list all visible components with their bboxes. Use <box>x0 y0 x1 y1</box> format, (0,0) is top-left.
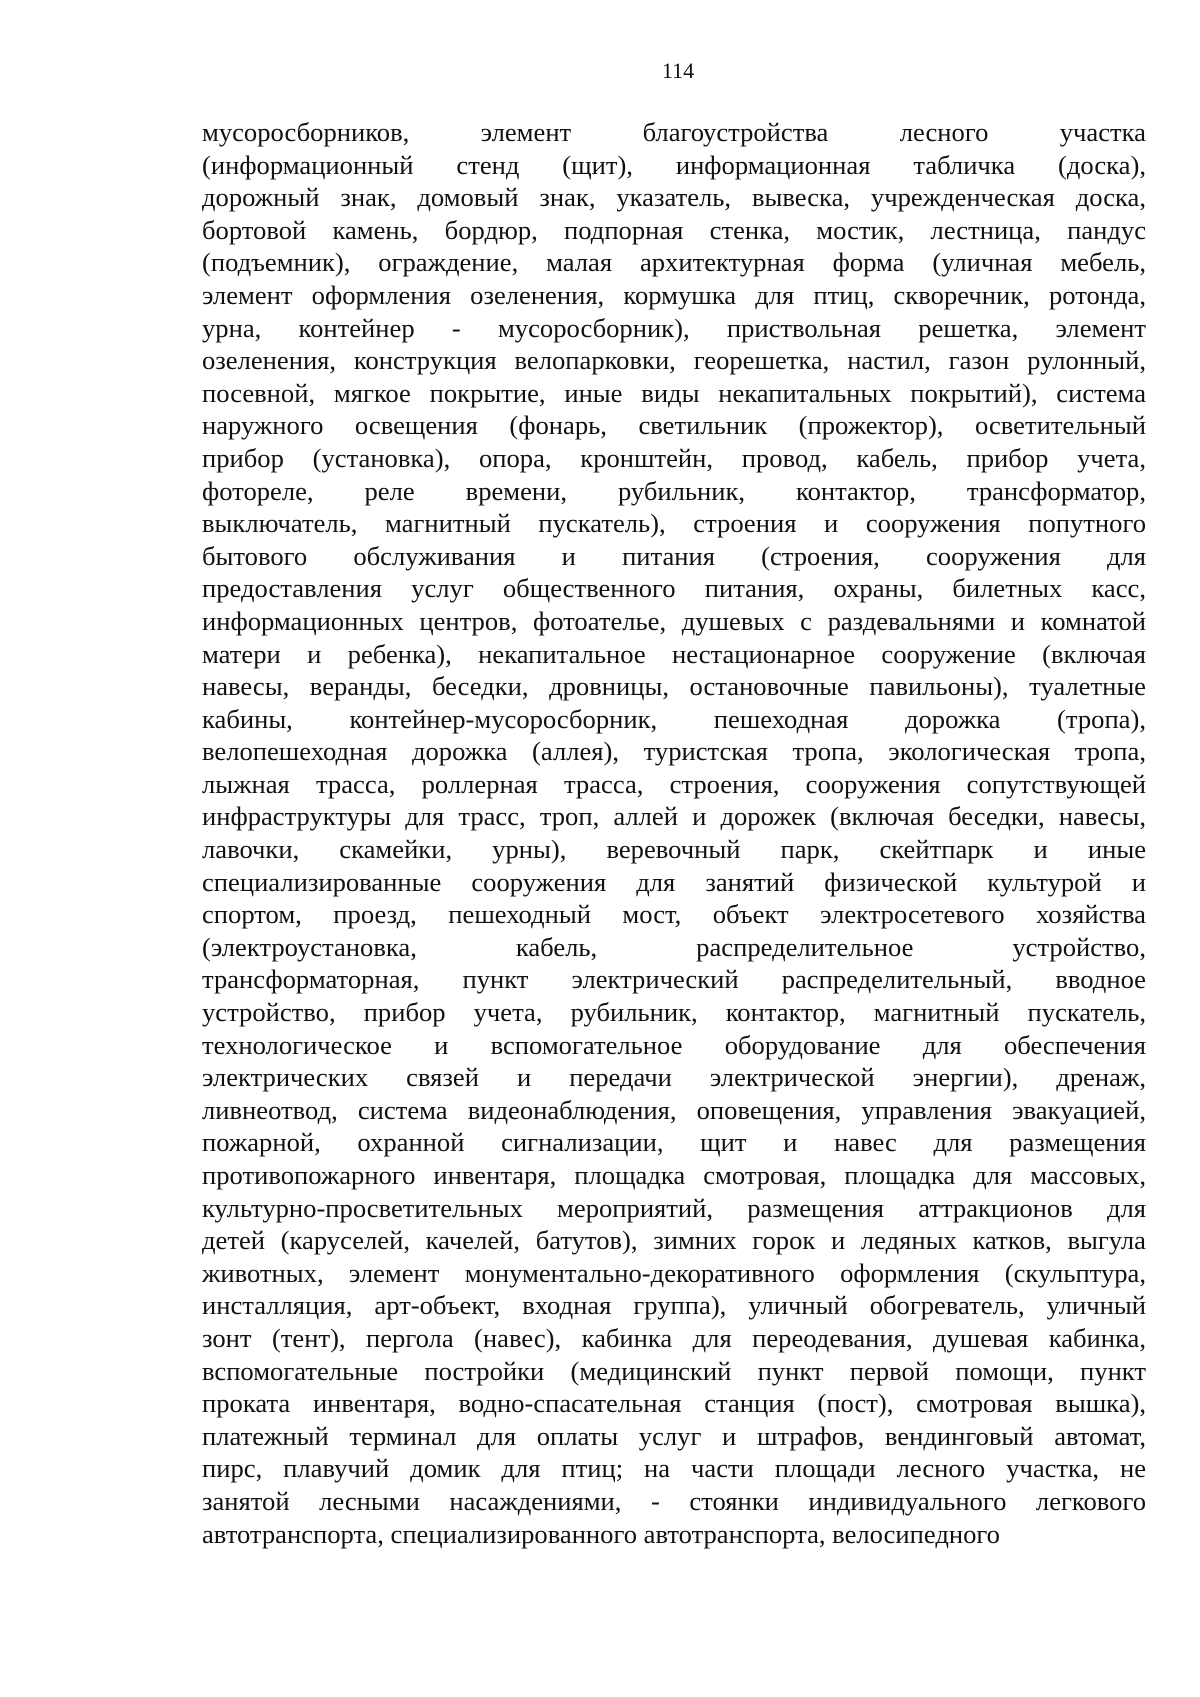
text-line: мусоросборников, элемент благоустройства лесного участка <box>202 117 1146 147</box>
text-line: информационных центров, фотоателье, душевых с раздевальнями и комнатой <box>202 605 1146 636</box>
text-line: урна, контейнер - мусоросборник), приствольная решетка, элемент <box>202 312 1146 343</box>
text-line: озеленения, конструкция велопарковки, георешетка, настил, газон рулонный, <box>202 345 1146 376</box>
text-line: противопожарного инвентаря, площадка смотровая, площадка для массовых, <box>202 1160 1146 1190</box>
text-line: фотореле, реле времени, рубильник, контактор, трансформатор, <box>202 475 1146 506</box>
text-line: ливнеотвод, система видеонаблюдения, оповещения, управления эвакуацией, <box>202 1094 1146 1125</box>
text-line: пожарной, охранной сигнализации, щит и навес для размещения <box>202 1127 1146 1158</box>
text-line: культурно-просветительных мероприятий, размещения аттракционов для <box>202 1192 1146 1223</box>
text-line: предоставления услуг общественного питания, охраны, билетных касс, <box>202 573 1146 604</box>
text-line: велопешеходная дорожка (аллея), туристская тропа, экологическая тропа, <box>202 736 1146 767</box>
text-line: специализированные сооружения для занятий физической культурой и <box>202 866 1146 897</box>
text-line: лавочки, скамейки, урны), веревочный парк, скейтпарк и иные <box>202 834 1146 865</box>
text-line: вспомогательные постройки (медицинский пункт первой помощи, пункт <box>202 1355 1146 1386</box>
text-line: зонт (тент), пергола (навес), кабинка для переодевания, душевая кабинка, <box>202 1322 1146 1353</box>
body-text <box>202 116 1146 1550</box>
text-line: (электроустановка, кабель, распределительное устройство, <box>202 931 1146 962</box>
text-line: матери и ребенка), некапитальное нестационарное сооружение (включая <box>202 638 1146 669</box>
text-line: навесы, веранды, беседки, дровницы, остановочные павильоны), туалетные <box>202 671 1146 702</box>
text-line: выключатель, магнитный пускатель), строения и сооружения попутного <box>202 508 1146 539</box>
text-line: лыжная трасса, роллерная трасса, строения, сооружения сопутствующей <box>202 768 1146 799</box>
text-line: пирс, плавучий домик для птиц; на части площади лесного участка, не <box>202 1453 1146 1484</box>
text-line: инфраструктуры для трасс, троп, аллей и дорожек (включая беседки, навесы, <box>202 801 1146 832</box>
text-line: занятой лесными насаждениями, - стоянки индивидуального легкового <box>202 1485 1146 1516</box>
text-line: наружного освещения (фонарь, светильник (прожектор), осветительный <box>202 410 1146 441</box>
text-line: спортом, проезд, пешеходный мост, объект электросетевого хозяйства <box>202 899 1146 930</box>
text-line: инсталляция, арт-объект, входная группа), уличный обогреватель, уличный <box>202 1290 1146 1321</box>
text-line: проката инвентаря, водно-спасательная станция (пост), смотровая вышка), <box>202 1388 1146 1419</box>
text-line: дорожный знак, домовый знак, указатель, вывеска, учрежденческая доска, <box>202 182 1146 213</box>
text-line: бортовой камень, бордюр, подпорная стенка, мостик, лестница, пандус <box>202 214 1146 245</box>
text-line: (подъемник), ограждение, малая архитектурная форма (уличная мебель, <box>202 247 1146 278</box>
text-line: устройство, прибор учета, рубильник, контактор, магнитный пускатель, <box>202 997 1146 1028</box>
text-line: трансформаторная, пункт электрический распределительный, вводное <box>202 964 1146 995</box>
page-number: 114 <box>661 58 695 83</box>
text-line: посевной, мягкое покрытие, иные виды некапитальных покрытий), система <box>202 377 1146 408</box>
text-line: автотранспорта, специализированного автотранспорта, велосипедного <box>202 1518 1000 1549</box>
text-line: прибор (установка), опора, кронштейн, провод, кабель, прибор учета, <box>202 442 1146 473</box>
text-line: бытового обслуживания и питания (строения, сооружения для <box>202 540 1146 571</box>
text-line: кабины, контейнер-мусоросборник, пешеходная дорожка (тропа), <box>202 703 1146 734</box>
text-line: детей (каруселей, качелей, батутов), зимних горок и ледяных катков, выгула <box>202 1225 1146 1256</box>
text-line: животных, элемент монументально-декоративного оформления (скульптура, <box>202 1257 1146 1288</box>
text-line: (информационный стенд (щит), информационная табличка (доска), <box>202 149 1146 180</box>
text-line: платежный терминал для оплаты услуг и штрафов, вендинговый автомат, <box>202 1420 1146 1451</box>
text-line: технологическое и вспомогательное оборудование для обеспечения <box>202 1029 1146 1060</box>
text-line: элемент оформления озеленения, кормушка для птиц, скворечник, ротонда, <box>202 279 1146 310</box>
text-line: электрических связей и передачи электрической энергии), дренаж, <box>202 1062 1146 1093</box>
